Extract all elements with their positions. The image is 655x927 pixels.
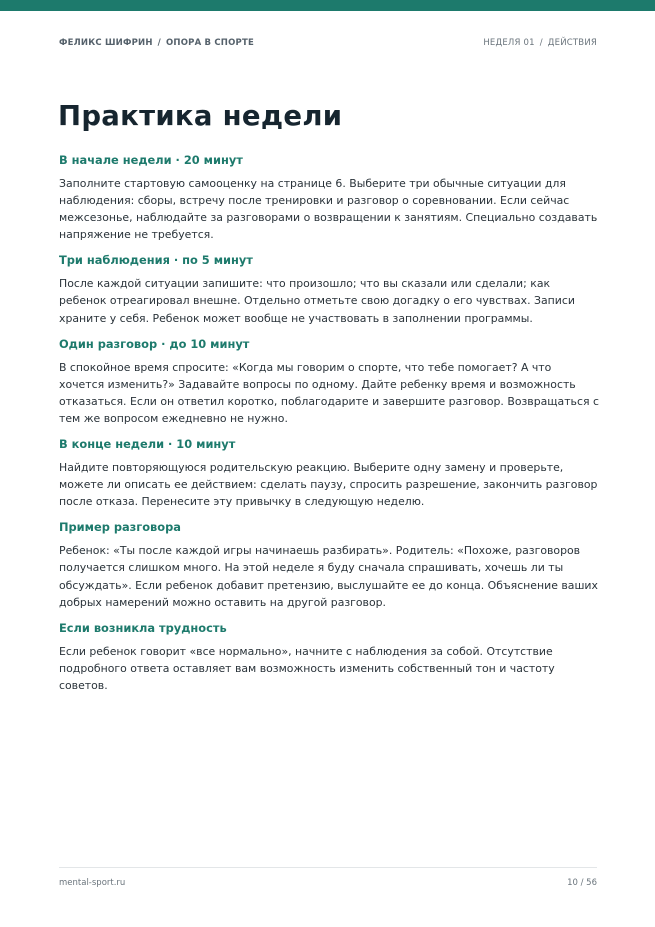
section-three-observations (59, 252, 599, 326)
section-heading: Пример разговора (59, 520, 181, 535)
section-conversation-example (59, 519, 599, 610)
section-heading: В конце недели · 10 минут (59, 437, 236, 452)
header-separator: / (539, 38, 543, 48)
header-week: НЕДЕЛЯ 01 (483, 38, 535, 48)
section-heading: Если возникла трудность (59, 620, 227, 635)
section-text: Ребенок: «Ты после каждой игры начинаешь разбирать». Родитель: «Похоже, разговоров получается слишком много. На этой неделе я буду сначала спрашивать, хочешь ли ты обсуждать». Если ребенок добавит претензию, выслушайте ее до конца. Объяснение ваших добрых намерений можно оставить на другой разговор. (59, 544, 598, 609)
section-if-difficulty (59, 620, 599, 694)
section-heading: Один разговор · до 10 минут (59, 336, 250, 351)
page-content (59, 152, 599, 703)
section-start-of-week (59, 152, 599, 243)
section-text: Заполните стартовую самооценку на странице 6. Выберите три обычные ситуации для наблюдения: сборы, встречу после тренировки и разговор о соревновании. Если сейчас межсезонье, наблюдайте за разговорами о возвращении к занятиям. Специально создавать напряжение не требуется. (59, 177, 598, 242)
section-one-conversation (59, 336, 599, 427)
page-number: 10 / 56 (567, 878, 597, 888)
header-breadcrumb (59, 38, 254, 48)
header-book: ОПОРА В СПОРТЕ (165, 38, 254, 48)
section-text: В спокойное время спросите: «Когда мы говорим о спорте, что тебе помогает? А что хочется изменить?» Задавайте вопросы по одному. Дайте ребенку время и возможность отказаться. Если он ответил коротко, поблагодарите и завершите разговор. Возвращаться с тем же вопросом ежедневно не нужно. (59, 360, 599, 425)
section-text: После каждой ситуации запишите: что произошло; что вы сказали или сделали; как ребенок отреагировал внешне. Отдельно отметьте свою догадку о его чувствах. Записи храните у себя. Ребенок может вообще не участвовать в заполнении программы. (59, 277, 575, 325)
footer-site: mental-sport.ru (59, 878, 126, 888)
running-header (59, 38, 597, 48)
header-section: ДЕЙСТВИЯ (547, 38, 597, 48)
header-separator: / (157, 38, 161, 48)
header-author: ФЕЛИКС ШИФРИН (59, 38, 153, 48)
running-footer (59, 878, 597, 888)
header-section-info (483, 38, 597, 48)
section-heading: В начале недели · 20 минут (59, 153, 243, 167)
page-title: Практика недели (58, 100, 343, 132)
section-text: Найдите повторяющуюся родительскую реакцию. Выберите одну замену и проверьте, можете ли описать ее действием: сделать паузу, спросить разрешение, закончить разговор после отказа. Перенесите эту привычку в следующую неделю. (59, 461, 598, 509)
top-accent-bar (0, 0, 655, 11)
section-text: Если ребенок говорит «все нормально», начните с наблюдения за собой. Отсутствие подробного ответа оставляет вам возможность изменить собственный тон и частоту советов. (59, 644, 555, 692)
section-end-of-week (59, 436, 599, 510)
footer-divider (59, 867, 597, 868)
section-heading: Три наблюдения · по 5 минут (59, 253, 253, 268)
